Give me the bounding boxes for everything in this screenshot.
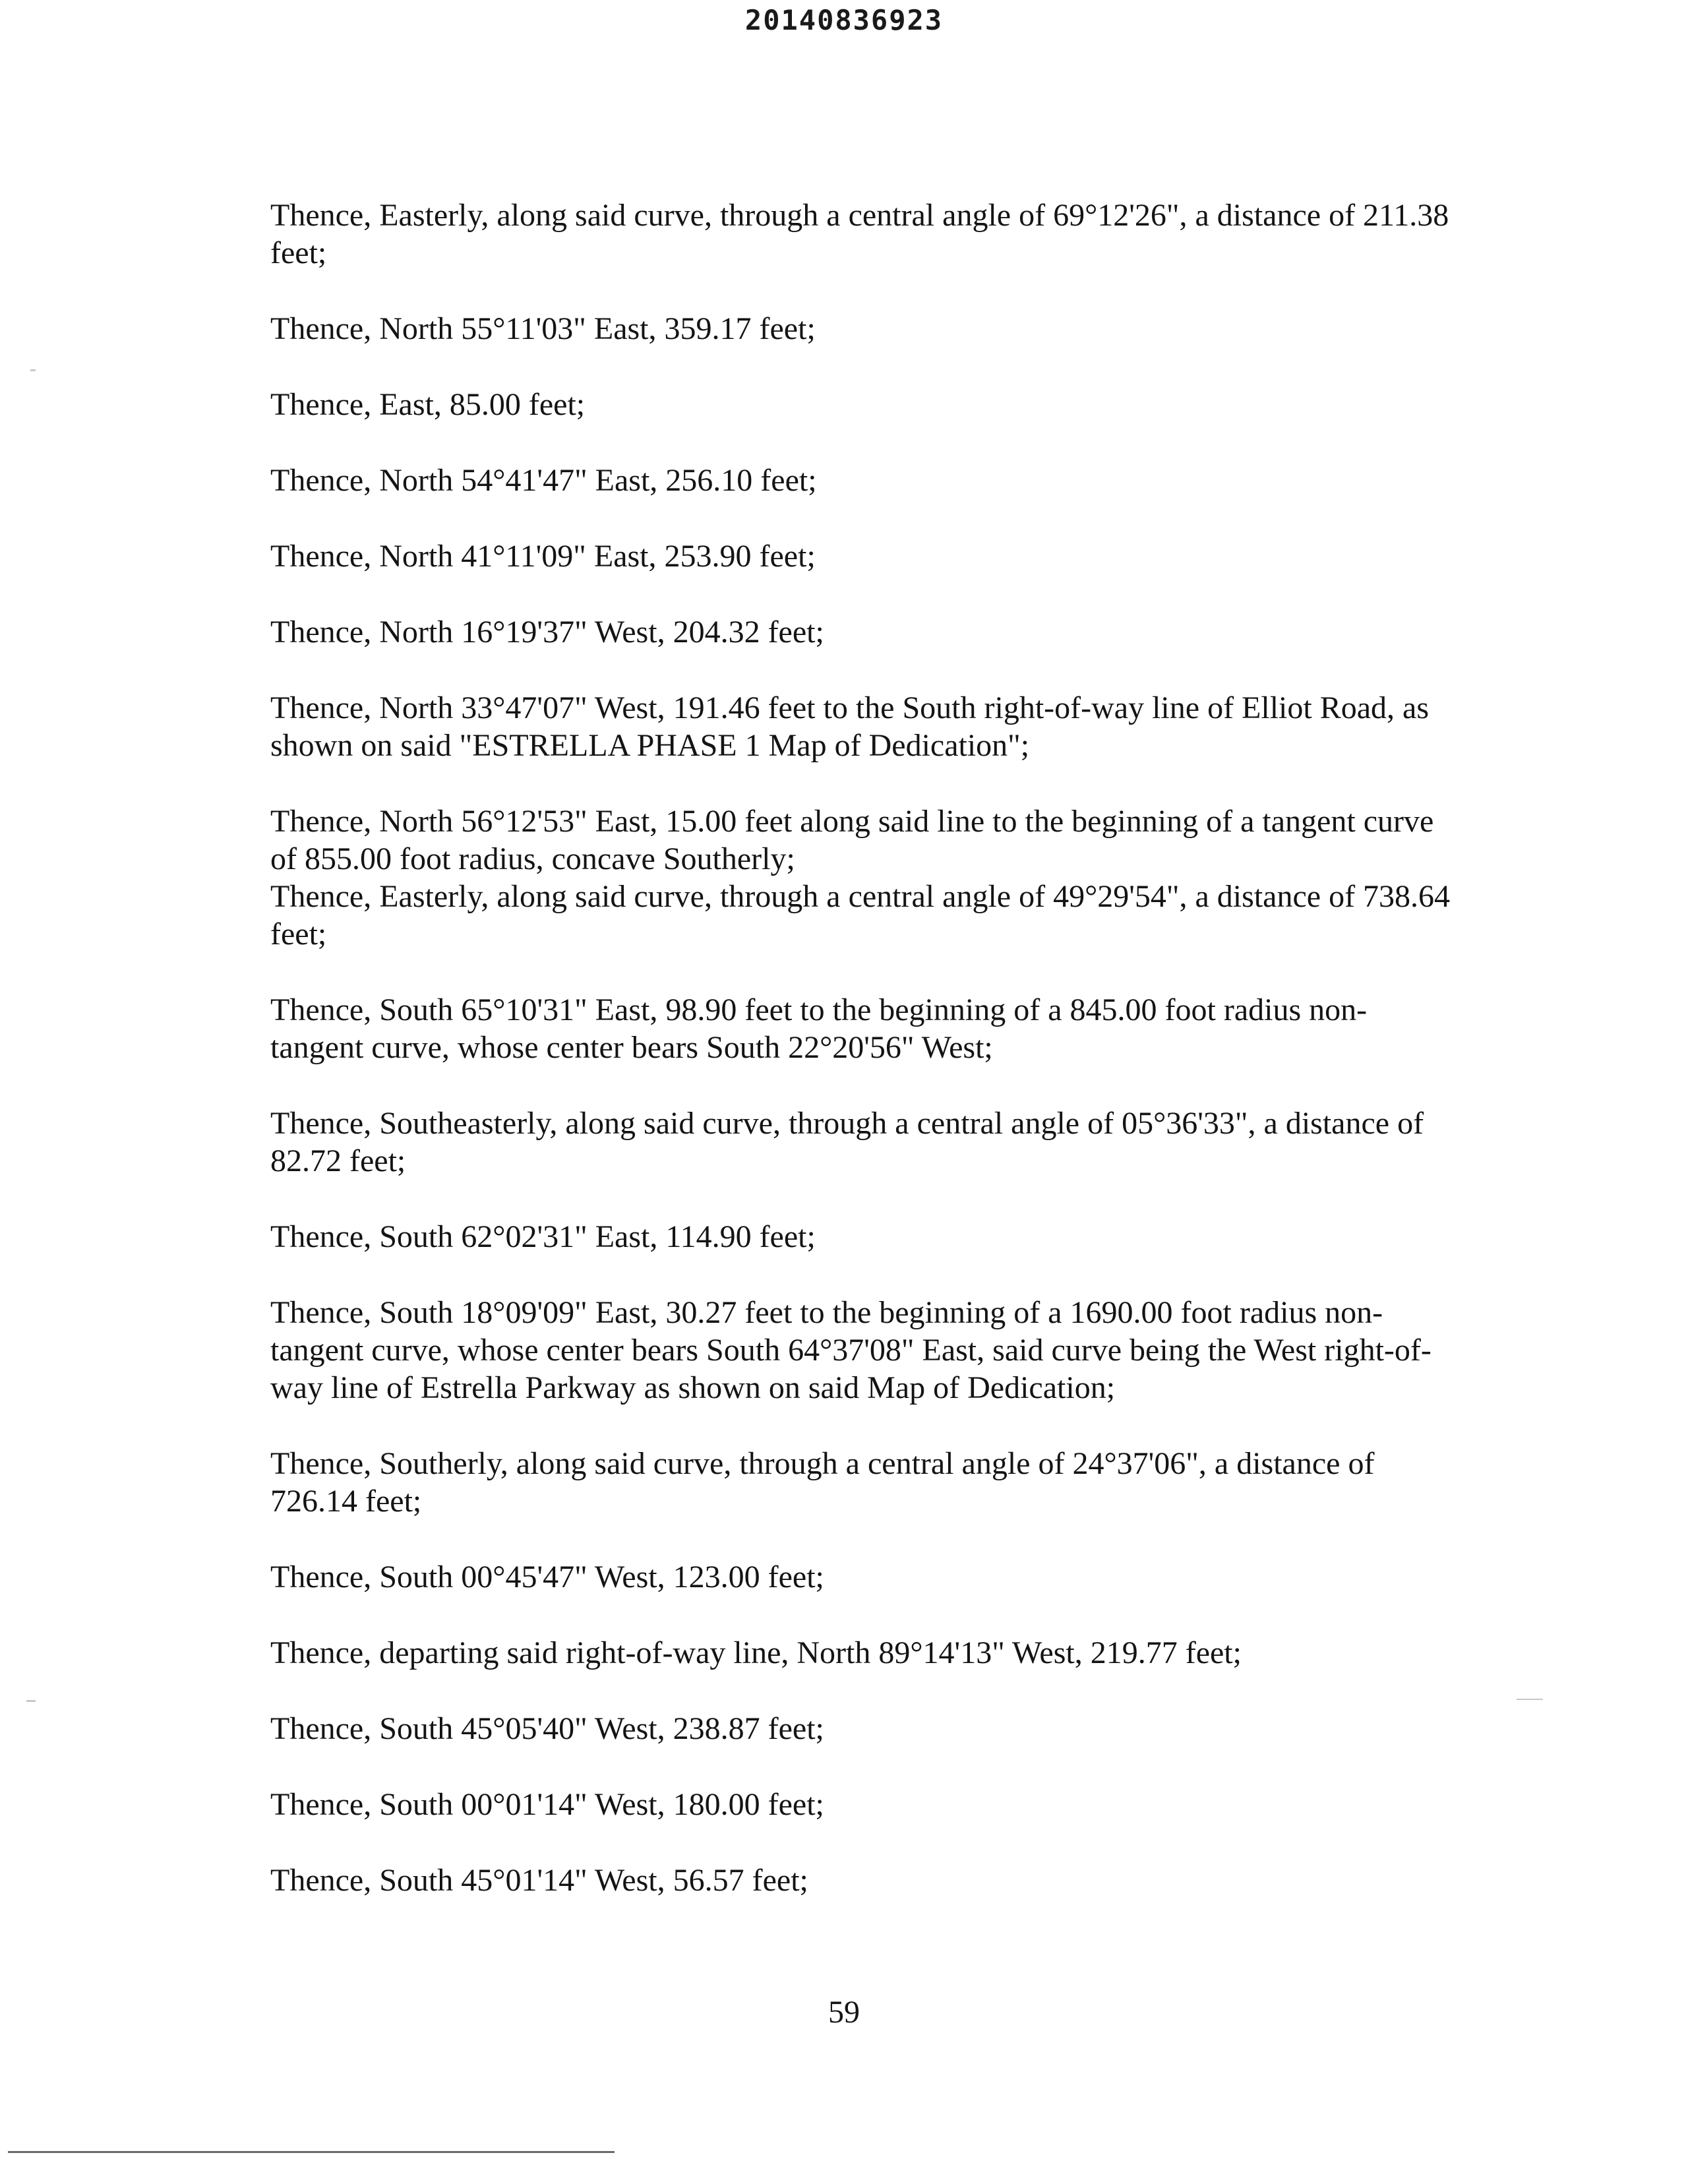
page-number: 59 [828, 1995, 860, 2030]
paragraph: Thence, South 18°09'09" East, 30.27 feet to the beginning of a 1690.00 foot radius non-tangent curve, whose center bears South 64°37'08" East, said curve being the West right-of-way line of Estrella Parkway as shown on said Map of Dedication; [270, 1295, 1432, 1405]
paragraph: Thence, South 45°05'40" West, 238.87 feet; [270, 1711, 824, 1746]
paragraph: Thence, East, 85.00 feet; [270, 387, 586, 422]
paragraph: Thence, South 62°02'31" East, 114.90 feet; [270, 1219, 816, 1254]
scan-artifact-mark [1517, 1699, 1543, 1700]
scan-artifact-line [8, 2151, 615, 2153]
paragraph: Thence, Southeasterly, along said curve, through a central angle of 05°36'33", a distance of 82.72 feet; [270, 1106, 1424, 1178]
document-number: 20140836923 [744, 4, 944, 36]
paragraph: Thence, South 00°01'14" West, 180.00 feet; [270, 1787, 824, 1822]
paragraph: Thence, South 00°45'47" West, 123.00 feet; [270, 1560, 824, 1594]
paragraph: Thence, North 33°47'07" West, 191.46 feet to the South right-of-way line of Elliot Road, as shown on said "ESTRELLA PHASE 1 Map of Dedication"; [270, 690, 1430, 763]
legal-description-body [270, 197, 1451, 1937]
paragraph: Thence, North 16°19'37" West, 204.32 feet; [270, 615, 824, 650]
paragraph: Thence, North 54°41'47" East, 256.10 feet; [270, 463, 817, 498]
paragraph: Thence, South 65°10'31" East, 98.90 feet to the beginning of a 845.00 foot radius non-tangent curve, whose center bears South 22°20'56" West; [270, 992, 1368, 1065]
scan-artifact-mark [26, 1700, 36, 1702]
paragraph: Thence, departing said right-of-way line, North 89°14'13" West, 219.77 feet; [270, 1635, 1242, 1670]
paragraph: Thence, North 56°12'53" East, 15.00 feet along said line to the beginning of a tangent curve of 855.00 foot radius, concave Southerly; [270, 804, 1434, 876]
paragraph: Thence, Easterly, along said curve, through a central angle of 49°29'54", a distance of 738.64 feet; [270, 879, 1451, 952]
scan-artifact-mark [30, 369, 36, 371]
paragraph: Thence, Southerly, along said curve, through a central angle of 24°37'06", a distance of 726.14 feet; [270, 1446, 1375, 1519]
paragraph: Thence, Easterly, along said curve, through a central angle of 69°12'26", a distance of 211.38 feet; [270, 198, 1449, 270]
paragraph: Thence, North 41°11'09" East, 253.90 feet; [270, 539, 816, 574]
paragraph: Thence, North 55°11'03" East, 359.17 feet; [270, 311, 816, 346]
paragraph: Thence, South 45°01'14" West, 56.57 feet; [270, 1863, 808, 1898]
